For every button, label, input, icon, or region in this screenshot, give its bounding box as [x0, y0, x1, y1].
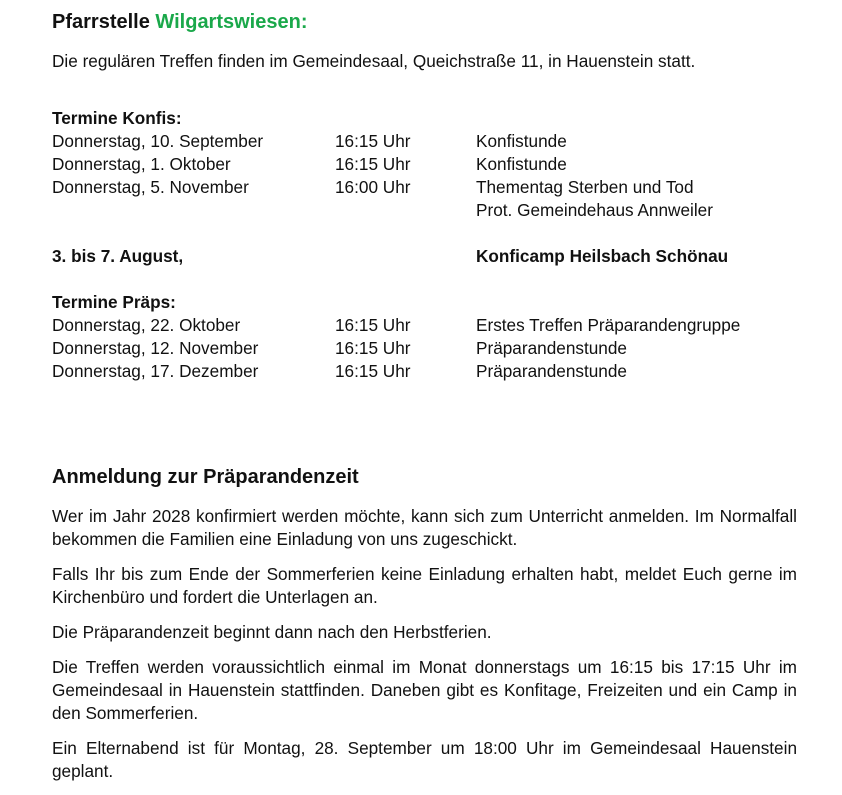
schedule-row	[52, 337, 804, 360]
konfis-label: Termine Konfis:	[52, 108, 182, 128]
schedule-row	[52, 176, 804, 199]
row-event: Erstes Treffen Präparandengruppe	[476, 315, 741, 335]
paragraph: Wer im Jahr 2028 konfirmiert werden möchte, kann sich zum Unterricht anmelden. Im Normalfall bekommen die Familien eine Einladung von uns zugeschickt.	[52, 506, 797, 549]
row-date: Donnerstag, 12. November	[52, 338, 259, 358]
row-date: Donnerstag, 17. Dezember	[52, 361, 259, 381]
row-time: 16:00 Uhr	[335, 177, 411, 197]
paragraph: Die Treffen werden voraussichtlich einmal im Monat donnerstags um 16:15 bis 17:15 Uhr im Gemeindesaal in Hauenstein stattfinden. Daneben gibt es Konfitage, Freizeiten und ein Camp in den Sommerferien.	[52, 657, 797, 723]
camp-row	[52, 245, 804, 268]
paragraph: Die Präparandenzeit beginnt dann nach den Herbstferien.	[52, 622, 492, 642]
row-date: Donnerstag, 10. September	[52, 131, 264, 151]
row-date: Donnerstag, 5. November	[52, 177, 249, 197]
row-time: 16:15 Uhr	[335, 131, 411, 151]
row-date: Donnerstag, 22. Oktober	[52, 315, 241, 335]
intro-paragraph: Die regulären Treffen finden im Gemeindesaal, Queichstraße 11, in Hauenstein statt.	[52, 51, 696, 71]
schedule-row	[52, 130, 804, 153]
row-time: 16:15 Uhr	[335, 315, 411, 335]
row-date: Donnerstag, 1. Oktober	[52, 154, 231, 174]
row-event: Thementag Sterben und Tod	[476, 177, 694, 197]
row-event: Prot. Gemeindehaus Annweiler	[476, 200, 713, 220]
schedule-praeps	[52, 291, 804, 383]
camp-date: 3. bis 7. August,	[52, 246, 184, 266]
schedule-row	[52, 153, 804, 176]
row-event: Präparandenstunde	[476, 338, 627, 358]
row-time: 16:15 Uhr	[335, 154, 411, 174]
schedule-row	[52, 360, 804, 383]
title-accent: Wilgartswiesen:	[155, 11, 308, 33]
schedule-row	[52, 199, 804, 222]
row-event: Präparandenstunde	[476, 361, 627, 381]
row-event: Konfistunde	[476, 154, 567, 174]
paragraph: Falls Ihr bis zum Ende der Sommerferien keine Einladung erhalten habt, meldet Euch gerne im Kirchenbüro und fordert die Unterlagen an.	[52, 564, 797, 607]
section-title-pfarrstelle	[52, 10, 308, 34]
title-prefix: Pfarrstelle	[52, 11, 150, 33]
praeps-label: Termine Präps:	[52, 292, 176, 312]
row-time: 16:15 Uhr	[335, 361, 411, 381]
camp-event: Konficamp Heilsbach Schönau	[476, 246, 729, 266]
row-time: 16:15 Uhr	[335, 338, 411, 358]
paragraph: Ein Elternabend ist für Montag, 28. September um 18:00 Uhr im Gemeindesaal Hauenstein geplant.	[52, 738, 797, 781]
row-event: Konfistunde	[476, 131, 567, 151]
section-title-anmeldung: Anmeldung zur Präparandenzeit	[52, 466, 359, 488]
schedule-konfis	[52, 107, 804, 222]
schedule-row	[52, 314, 804, 337]
